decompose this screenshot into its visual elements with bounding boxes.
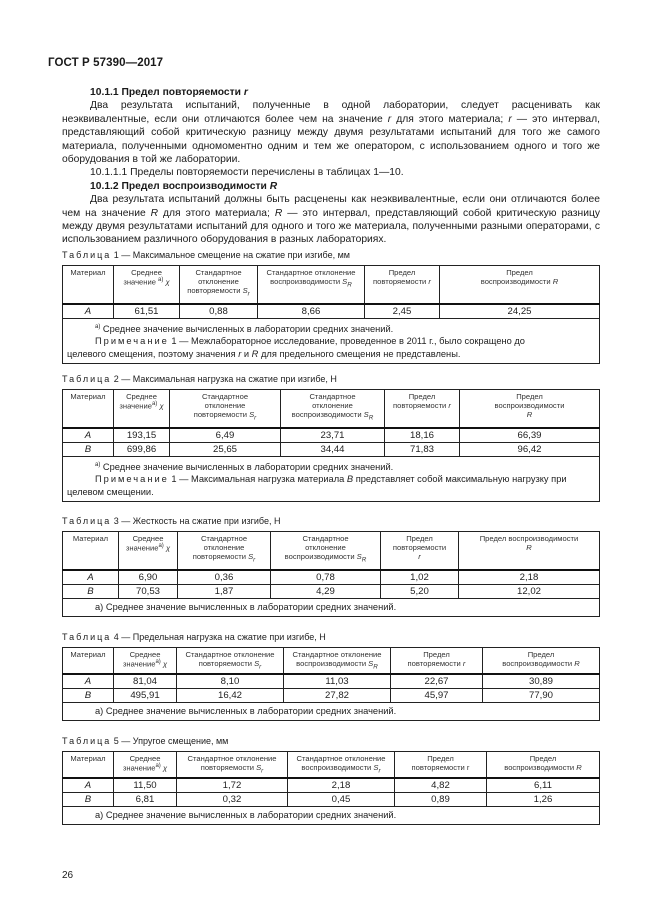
col-header-sR: Стандартное отклонение воспроизводимости $S_R$ bbox=[281, 390, 385, 428]
col-header-r: Предел повторяемости r bbox=[381, 532, 459, 570]
table-row: A 6,90 0,36 0,78 1,02 2,18 bbox=[63, 570, 600, 585]
page-number: 26 bbox=[62, 870, 74, 881]
col-header-R: Предел воспроизводимости R bbox=[487, 752, 600, 778]
col-header-mean: Среднее значение$^{а)}$ χ bbox=[114, 752, 177, 778]
col-header-mean: Среднее значение$^{а)}$ χ bbox=[114, 390, 170, 428]
table-3 bbox=[62, 531, 600, 617]
col-header-R: Предел воспроизводимости R bbox=[459, 532, 600, 570]
col-header-sr: Стандартное отклонение повторяемости $S_r$ bbox=[178, 532, 271, 570]
col-header-material: Материал bbox=[63, 532, 119, 570]
table-row: B 6,81 0,32 0,45 0,89 1,26 bbox=[63, 792, 600, 806]
document-header: ГОСТ Р 57390—2017 bbox=[48, 57, 164, 69]
paragraph-reproducibility: Два результата испытаний должны быть расценены как неэквивалентные, если они отличаются более чем на значение R для этого материала; R — это интервал, представляющий собой критическую разницу между двумя результатами испытаний для одного и того же материала, полученными разными операторами, с использованием различного оборудования в разных лабораториях. bbox=[62, 194, 600, 246]
table-4-footnote: a) Среднее значение вычисленных в лаборатории средних значений. bbox=[63, 702, 600, 721]
col-header-sR: Стандартное отклонение воспроизводимости $S_R$ bbox=[271, 532, 381, 570]
table-2 bbox=[62, 389, 600, 502]
table-2-caption: Таблица 2 — Максимальная нагрузка на сжатие при изгибе, Н bbox=[62, 374, 337, 384]
col-header-material: Материал bbox=[63, 648, 114, 674]
col-header-sr: Стандартное отклонение повторяемости $S_r$ bbox=[180, 266, 258, 304]
table-1-caption: Таблица 1 — Максимальное смещение на сжатие при изгибе, мм bbox=[62, 250, 350, 260]
paragraph-repeatability: Два результата испытаний, полученные в одной лаборатории, следует расценивать как неэквивалентные, если они отличаются более чем на значение r для этого материала; r — это интервал, представляющий собой критическую разницу между двумя результатами испытаний для того же самого материала, полученными одномоментно одним и тем же оператором, с использованием одного и того же оборудования в той же лаборатории. bbox=[62, 100, 600, 166]
col-header-material: Материал bbox=[63, 266, 114, 304]
col-header-mean: Среднее значение $^{а)}$ χ bbox=[114, 266, 180, 304]
col-header-material: Материал bbox=[63, 752, 114, 778]
col-header-material: Материал bbox=[63, 390, 114, 428]
paragraph-tables-reference: 10.1.1.1 Пределы повторяемости перечислены в таблицах 1—10. bbox=[90, 167, 404, 179]
table-5 bbox=[62, 751, 600, 825]
table-4 bbox=[62, 647, 600, 721]
table-row: A 193,15 6,49 23,71 18,16 66,39 bbox=[63, 428, 600, 443]
table-3-caption: Таблица 3 — Жесткость на сжатие при изгибе, Н bbox=[62, 516, 281, 526]
col-header-sR: Стандартное отклонение воспроизводимости $S_r$ bbox=[288, 752, 395, 778]
table-3-footnote: a) Среднее значение вычисленных в лаборатории средних значений. bbox=[63, 598, 600, 617]
col-header-sr: Стандартное отклонение повторяемости $S_r$ bbox=[170, 390, 281, 428]
section-heading-reproducibility: 10.1.2 Предел воспроизводимости R bbox=[90, 180, 278, 192]
col-header-sR: Стандартное отклонение воспроизводимости $S_R$ bbox=[284, 648, 391, 674]
col-header-R: Предел воспроизводимости R bbox=[460, 390, 600, 428]
col-header-sR: Стандартное отклонение воспроизводимости $S_R$ bbox=[258, 266, 365, 304]
body-text bbox=[62, 86, 600, 247]
table-1-footnote: $^{а)}$ Среднее значение вычисленных в лаборатории средних значений. Примечание 1 — Межлабораторное исследование, проведенное в 2011 г., было сокращено до целевого смещения, поэтому значения r и R для предельного смещения не представлены. bbox=[63, 318, 600, 364]
section-heading-repeatability: 10.1.1 Предел повторяемости r bbox=[90, 87, 248, 98]
table-row: A 61,51 0,88 8,66 2,45 24,25 bbox=[63, 304, 600, 319]
table-5-caption: Таблица 5 — Упругое смещение, мм bbox=[62, 736, 229, 746]
col-header-r: Предел повторяемости r bbox=[365, 266, 440, 304]
table-row: B 495,91 16,42 27,82 45,97 77,90 bbox=[63, 688, 600, 702]
col-header-r: Предел повторяемости r bbox=[391, 648, 483, 674]
table-1 bbox=[62, 265, 600, 364]
table-row: B 699,86 25,65 34,44 71,83 96,42 bbox=[63, 442, 600, 456]
col-header-r: Предел повторяемости r bbox=[385, 390, 460, 428]
col-header-sr: Стандартное отклонение повторяемости $S_r$ bbox=[177, 648, 284, 674]
table-2-footnote: $^{а)}$ Среднее значение вычисленных в лаборатории средних значений. Примечание 1 — Максимальная нагрузка материала B представляет собой максимальную нагрузку при целевом смещении. bbox=[63, 456, 600, 502]
col-header-mean: Среднее значение$^{а)}$ χ bbox=[114, 648, 177, 674]
table-row: A 11,50 1,72 2,18 4,82 6,11 bbox=[63, 778, 600, 793]
table-row: B 70,53 1,87 4,29 5,20 12,02 bbox=[63, 584, 600, 598]
col-header-R: Предел воспроизводимости R bbox=[483, 648, 600, 674]
table-4-caption: Таблица 4 — Предельная нагрузка на сжатие при изгибе, Н bbox=[62, 632, 326, 642]
col-header-R: Предел воспроизводимости R bbox=[440, 266, 600, 304]
table-5-footnote: a) Среднее значение вычисленных в лаборатории средних значений. bbox=[63, 806, 600, 825]
col-header-sr: Стандартное отклонение повторяемости $S_r$ bbox=[177, 752, 288, 778]
col-header-r: Предел повторяемости r bbox=[395, 752, 487, 778]
col-header-mean: Среднее значение$^{а)}$ χ bbox=[119, 532, 178, 570]
table-row: A 81,04 8,10 11,03 22,67 30,89 bbox=[63, 674, 600, 689]
